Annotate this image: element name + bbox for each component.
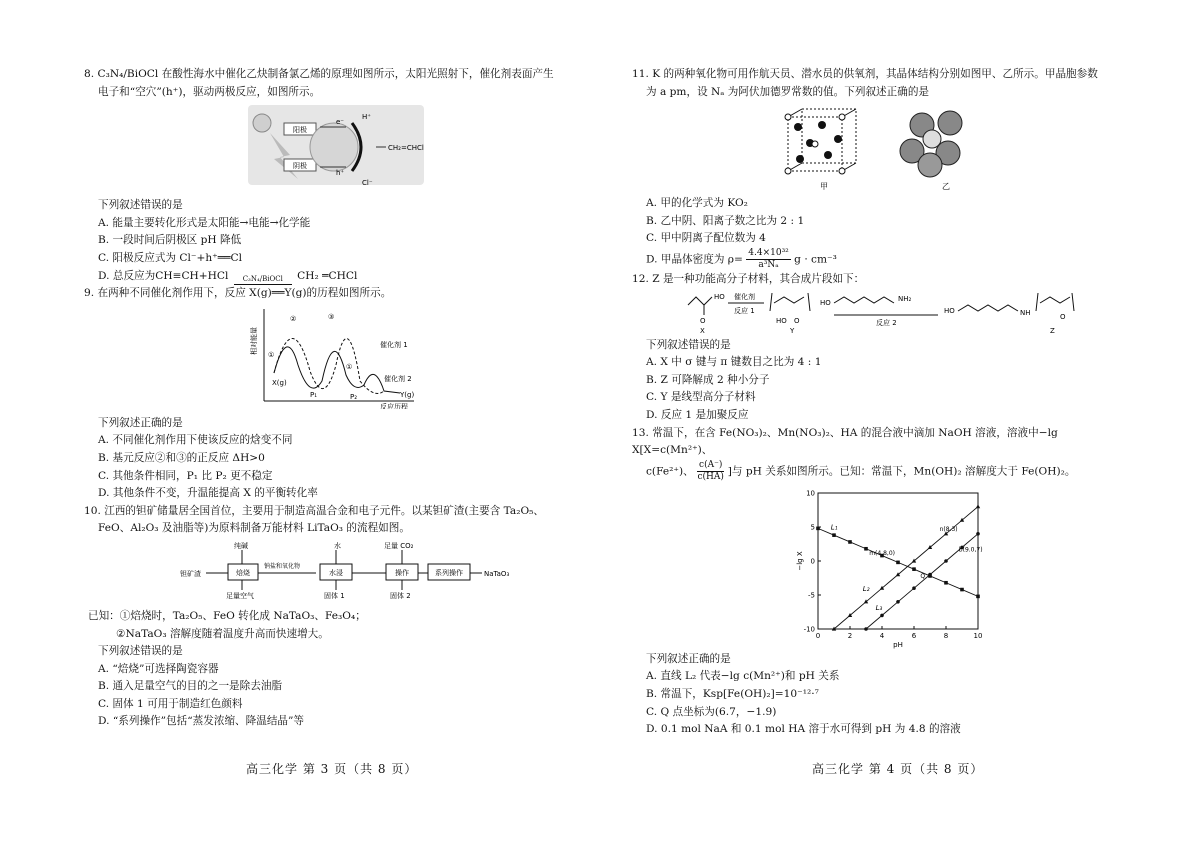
- q13-stem2-pre: c(Fe²⁺)、: [646, 465, 694, 478]
- data-point: [944, 581, 948, 585]
- flow-co2: 足量 CO₂: [384, 541, 414, 550]
- data-point: [960, 587, 964, 591]
- x-tick-label: 4: [879, 631, 885, 640]
- y-o: O: [794, 316, 800, 325]
- q10-flowchart: [84, 540, 589, 606]
- data-point: [880, 613, 884, 617]
- left-column: [84, 66, 589, 731]
- q10-known-1: 已知：①焙烧时，Ta₂O₅、FeO 转化成 NaTaO₃、Fe₃O₄；: [88, 609, 366, 622]
- flow-step1: 焙烧: [236, 568, 250, 577]
- atom: [839, 114, 845, 120]
- q8-stem-1: 8. C₃N₄/BiOCl 在酸性海水中催化乙炔制备氯乙烯的原理如图所示，太阳光照射下，催化剂表面产生: [84, 68, 554, 80]
- y-axis-label: −lg X: [796, 551, 804, 571]
- footer-page-4: 高三化学 第 4 页（共 8 页）: [812, 762, 984, 776]
- q13-option-d: D. 0.1 mol NaA 和 0.1 mol HA 溶于水可得到 pH 为 4.8 的溶液: [646, 723, 961, 736]
- q9-stem: 9. 在两种不同催化剂作用下，反应 X(g)══Y(g)的历程如图所示。: [84, 287, 392, 300]
- q9-cat2-label: 催化剂 2: [384, 374, 412, 383]
- q10-option-d: D. “系列操作”包括“蒸发浓缩、降温结晶”等: [98, 715, 305, 728]
- q8-option-a: A. 能量主要转化形式是太阳能→电能→化学能: [98, 216, 311, 229]
- q9-x-start: X(g): [272, 378, 287, 387]
- x-axis-label: pH: [893, 640, 903, 649]
- data-point: [928, 573, 932, 577]
- q13-frac-den: c(HA): [697, 471, 724, 482]
- q13-chart: [632, 485, 1137, 651]
- q11-figure: [632, 103, 1137, 193]
- q12-option-c: C. Y 是线型高分子材料: [646, 391, 756, 404]
- data-point: [816, 526, 820, 530]
- series-line-2: [834, 506, 978, 628]
- data-point: [864, 547, 868, 551]
- chart-annotation: m(4.8,0): [869, 549, 895, 557]
- data-point: [896, 560, 900, 564]
- cathode-label: 阴极: [293, 162, 307, 171]
- atom: [785, 114, 791, 120]
- q9-p1: P₁: [310, 390, 318, 399]
- q9-curve-cat1: [274, 347, 400, 393]
- q8-d-arrow: [232, 275, 294, 285]
- q10-stem-2: FeO、Al₂O₃ 及油脂等)为原料制备万能材料 LiTaO₃ 的流程如图。: [98, 522, 410, 535]
- q11-d-unit: g · cm⁻³: [794, 253, 837, 266]
- q8-option-b: B. 一段时间后阴极区 pH 降低: [98, 234, 242, 247]
- q11-d-den: a³Nₐ: [758, 259, 779, 270]
- q11-stem-1: 11. K 的两种氧化物可用作航天员、潜水员的供氧剂，其晶体结构分别如图甲、乙所示。甲晶胞参数: [632, 68, 1098, 80]
- q13-stem-2: [632, 460, 1137, 483]
- q9-option-b: B. 基元反应②和③的正反应 ΔH>0: [98, 451, 265, 464]
- q9-step-3: ③: [328, 312, 335, 321]
- q9-p2: P₂: [350, 392, 358, 401]
- x-tick-label: 8: [943, 631, 949, 640]
- q13-stem-1: 13. 常温下，在含 Fe(NO₃)₂、Mn(NO₃)₂、HA 的混合液中滴加 NaOH 溶液，溶液中−lg X[X=c(Mn²⁺)、: [632, 426, 1058, 457]
- q8-stem-2: 电子和“空穴”(h⁺)，驱动两极反应，如图所示。: [98, 85, 321, 98]
- q11-stem-2: 为 a pm，设 Nₐ 为阿伏加德罗常数的值。下列叙述正确的是: [646, 85, 930, 98]
- q10-option-a: A. “焙烧”可选择陶瓷容器: [98, 662, 219, 675]
- atom: [834, 135, 842, 143]
- flow-step2: 水浸: [329, 568, 343, 577]
- q12-prompt: 下列叙述错误的是: [646, 338, 731, 351]
- flow-solid1: 固体 1: [324, 591, 345, 600]
- q13-prompt: 下列叙述正确的是: [646, 652, 731, 665]
- x-tick-label: 6: [911, 631, 917, 640]
- q12-reaction-svg: [632, 289, 1137, 335]
- y-chain: [774, 297, 804, 303]
- atom: [818, 121, 826, 129]
- flow-mid: 钠盐和氧化物: [264, 562, 301, 570]
- y-tick-label: 5: [810, 523, 815, 532]
- q9-figure: [84, 305, 589, 409]
- q9-option-d: D. 其他条件不变，升温能提高 X 的平衡转化率: [98, 487, 318, 500]
- data-point: [976, 504, 980, 508]
- q11-d-num: 4.4×10³²: [748, 247, 789, 258]
- z-chain: [958, 305, 1018, 311]
- q8-d-catalyst: C₃N₄/BiOCl: [242, 274, 283, 283]
- y-tick-label: 10: [806, 489, 815, 498]
- q9-curve-cat2: [274, 338, 384, 393]
- q9-x-end: Y(g): [400, 390, 415, 399]
- q12-figure: [632, 289, 1137, 335]
- flow-step4: 系列操作: [435, 568, 463, 577]
- data-point: [864, 627, 868, 631]
- sphere: [918, 153, 942, 177]
- q9-option-c: C. 其他条件相同，P₁ 比 P₂ 更不稳定: [98, 469, 273, 482]
- q9-xlabel: 反应历程: [380, 402, 408, 409]
- chart-annotation: n(8.3): [939, 525, 958, 533]
- q9-option-a: A. 不同催化剂作用下使该反应的焓变不同: [98, 434, 293, 447]
- data-point: [944, 559, 948, 563]
- y-tick-label: -10: [803, 625, 815, 634]
- q12-option-d: D. 反应 1 是加聚反应: [646, 408, 749, 421]
- q11-option-a: A. 甲的化学式为 KO₂: [646, 197, 748, 210]
- y-label: Y: [790, 326, 795, 335]
- data-point: [912, 586, 916, 590]
- q8-d-pre: D. 总反应为CH≡CH+HCl: [98, 269, 229, 282]
- x-oh: HO: [714, 292, 725, 301]
- q9-step-1b: ①: [346, 362, 353, 371]
- atom: [839, 168, 845, 174]
- flow-water: 水: [334, 541, 341, 550]
- sphere: [923, 130, 941, 148]
- q9-step-1: ①: [268, 350, 275, 359]
- q10-stem-1: 10. 江西的钽矿储量居全国首位，主要用于制造高温合金和电子元件。以某钽矿渣(主要含 Ta₂O₅、: [84, 504, 545, 517]
- x-tick-label: 0: [815, 631, 821, 640]
- data-point: [976, 594, 980, 598]
- flow-reagent1: 纯碱: [234, 541, 248, 550]
- right-column: [632, 66, 1137, 739]
- sphere: [938, 111, 962, 135]
- q10-option-b: B. 通入足量空气的目的之一是除去油脂: [98, 680, 283, 693]
- q12-option-b: B. Z 可降解成 2 种小分子: [646, 373, 770, 386]
- x-structure: [688, 297, 712, 305]
- q11-option-d: [646, 248, 1137, 271]
- q10-known-2: ②NaTaO₃ 溶解度随着温度升高而快速增大。: [116, 627, 329, 640]
- q8-d-post: CH₂ ═CHCl: [297, 269, 358, 282]
- amine-nh2: NH₂: [898, 294, 912, 303]
- z-o: O: [1060, 312, 1066, 321]
- q9-prompt: 下列叙述正确的是: [98, 416, 183, 429]
- q10-prompt: 下列叙述错误的是: [98, 645, 183, 658]
- y-ho: HO: [776, 316, 787, 325]
- q12-option-a: A. X 中 σ 键与 π 键数目之比为 4 : 1: [646, 356, 822, 369]
- q9-energy-diagram: [84, 305, 589, 409]
- atom: [812, 141, 818, 147]
- data-point: [848, 540, 852, 544]
- catalyst-particle: [310, 123, 358, 171]
- react2-label: 反应 2: [876, 318, 897, 327]
- footer-page-3: 高三化学 第 3 页（共 8 页）: [246, 762, 418, 776]
- q11-option-b: B. 乙中阴、阳离子数之比为 2 : 1: [646, 214, 805, 227]
- flow-step3: 操作: [395, 568, 409, 577]
- q8-option-d: [98, 268, 589, 286]
- q9-cat1-label: 催化剂 1: [380, 340, 408, 349]
- q13-option-a: A. 直线 L₂ 代表−lg c(Mn²⁺)和 pH 关系: [646, 670, 840, 683]
- flow-raw: 钽矿渣: [180, 569, 201, 578]
- atom: [796, 155, 804, 163]
- flow-solid2: 固体 2: [390, 591, 411, 600]
- q9-ylabel: 相对能量: [250, 326, 258, 355]
- amine-ho: HO: [820, 298, 831, 307]
- q10-option-c: C. 固体 1 可用于制造红色颜料: [98, 697, 243, 710]
- q13-fraction: [697, 460, 724, 483]
- z-polymer: [1040, 297, 1070, 303]
- h-plus-label: H⁺: [362, 113, 371, 122]
- cl-label: Cl⁻: [362, 179, 373, 188]
- atom: [794, 123, 802, 131]
- sun-icon: [253, 114, 271, 132]
- y-tick-label: -5: [808, 591, 815, 600]
- q10-flow-svg: [84, 540, 589, 606]
- react1-label: 反应 1: [734, 306, 755, 315]
- q9-step-2: ②: [290, 314, 297, 323]
- x-tick-label: 10: [973, 631, 983, 640]
- h-hole-label: h⁺: [336, 169, 345, 178]
- q8-diagram: [84, 103, 589, 191]
- x-label: X: [700, 326, 705, 335]
- atom: [824, 151, 832, 159]
- flow-product: NaTaO₃: [484, 569, 510, 578]
- e-label: e⁻: [336, 118, 345, 127]
- anode-label: 阳极: [293, 126, 307, 135]
- amine-chain: [834, 297, 894, 303]
- q11-option-c: C. 甲中阴离子配位数为 4: [646, 232, 766, 245]
- data-point: [896, 600, 900, 604]
- fig-a-label: 甲: [820, 182, 828, 192]
- z-nh: NH: [1020, 308, 1031, 317]
- z-label: Z: [1050, 326, 1055, 335]
- product-label: CH₂=CHCl: [388, 144, 424, 153]
- y-tick-label: 0: [810, 557, 815, 566]
- q13-chart-svg: [632, 485, 1137, 651]
- data-point: [912, 567, 916, 571]
- x-o: O: [700, 316, 706, 325]
- q13-option-b: B. 常温下，Ksp[Fe(OH)₂]=10⁻¹²·⁷: [646, 687, 819, 700]
- q11-d-fraction: [746, 248, 791, 271]
- series-label: L₁: [830, 523, 838, 532]
- data-point: [976, 532, 980, 536]
- series-label: L₂: [862, 584, 870, 593]
- z-ho: HO: [944, 306, 955, 315]
- fig-b-label: 乙: [942, 182, 950, 192]
- q13-frac-num: c(A⁻): [699, 459, 723, 470]
- q12-stem: 12. Z 是一种功能高分子材料，其合成片段如下：: [632, 272, 865, 285]
- q13-option-c: C. Q 点坐标为(6.7，−1.9): [646, 705, 777, 718]
- x-tick-label: 2: [847, 631, 853, 640]
- q11-crystal-svg: [632, 103, 1137, 193]
- q11-d-pre: D. 甲晶体密度为 ρ=: [646, 253, 743, 266]
- react1-cat: 催化剂: [734, 292, 755, 301]
- q8-option-c: C. 阳极反应式为 Cl⁻+h⁺══Cl: [98, 251, 243, 264]
- q8-prompt: 下列叙述错误的是: [98, 199, 183, 212]
- flow-air: 足量空气: [226, 591, 254, 600]
- data-point: [832, 533, 836, 537]
- q13-stem2-post: ]与 pH 关系如图所示。已知：常温下，Mn(OH)₂ 溶解度大于 Fe(OH)₂。: [727, 465, 1076, 478]
- q8-figure: [84, 103, 589, 191]
- series-label: L₃: [875, 603, 883, 612]
- atom: [785, 168, 791, 174]
- chart-annotation: Q: [920, 572, 926, 580]
- chart-annotation: b(9.0,7): [958, 546, 983, 554]
